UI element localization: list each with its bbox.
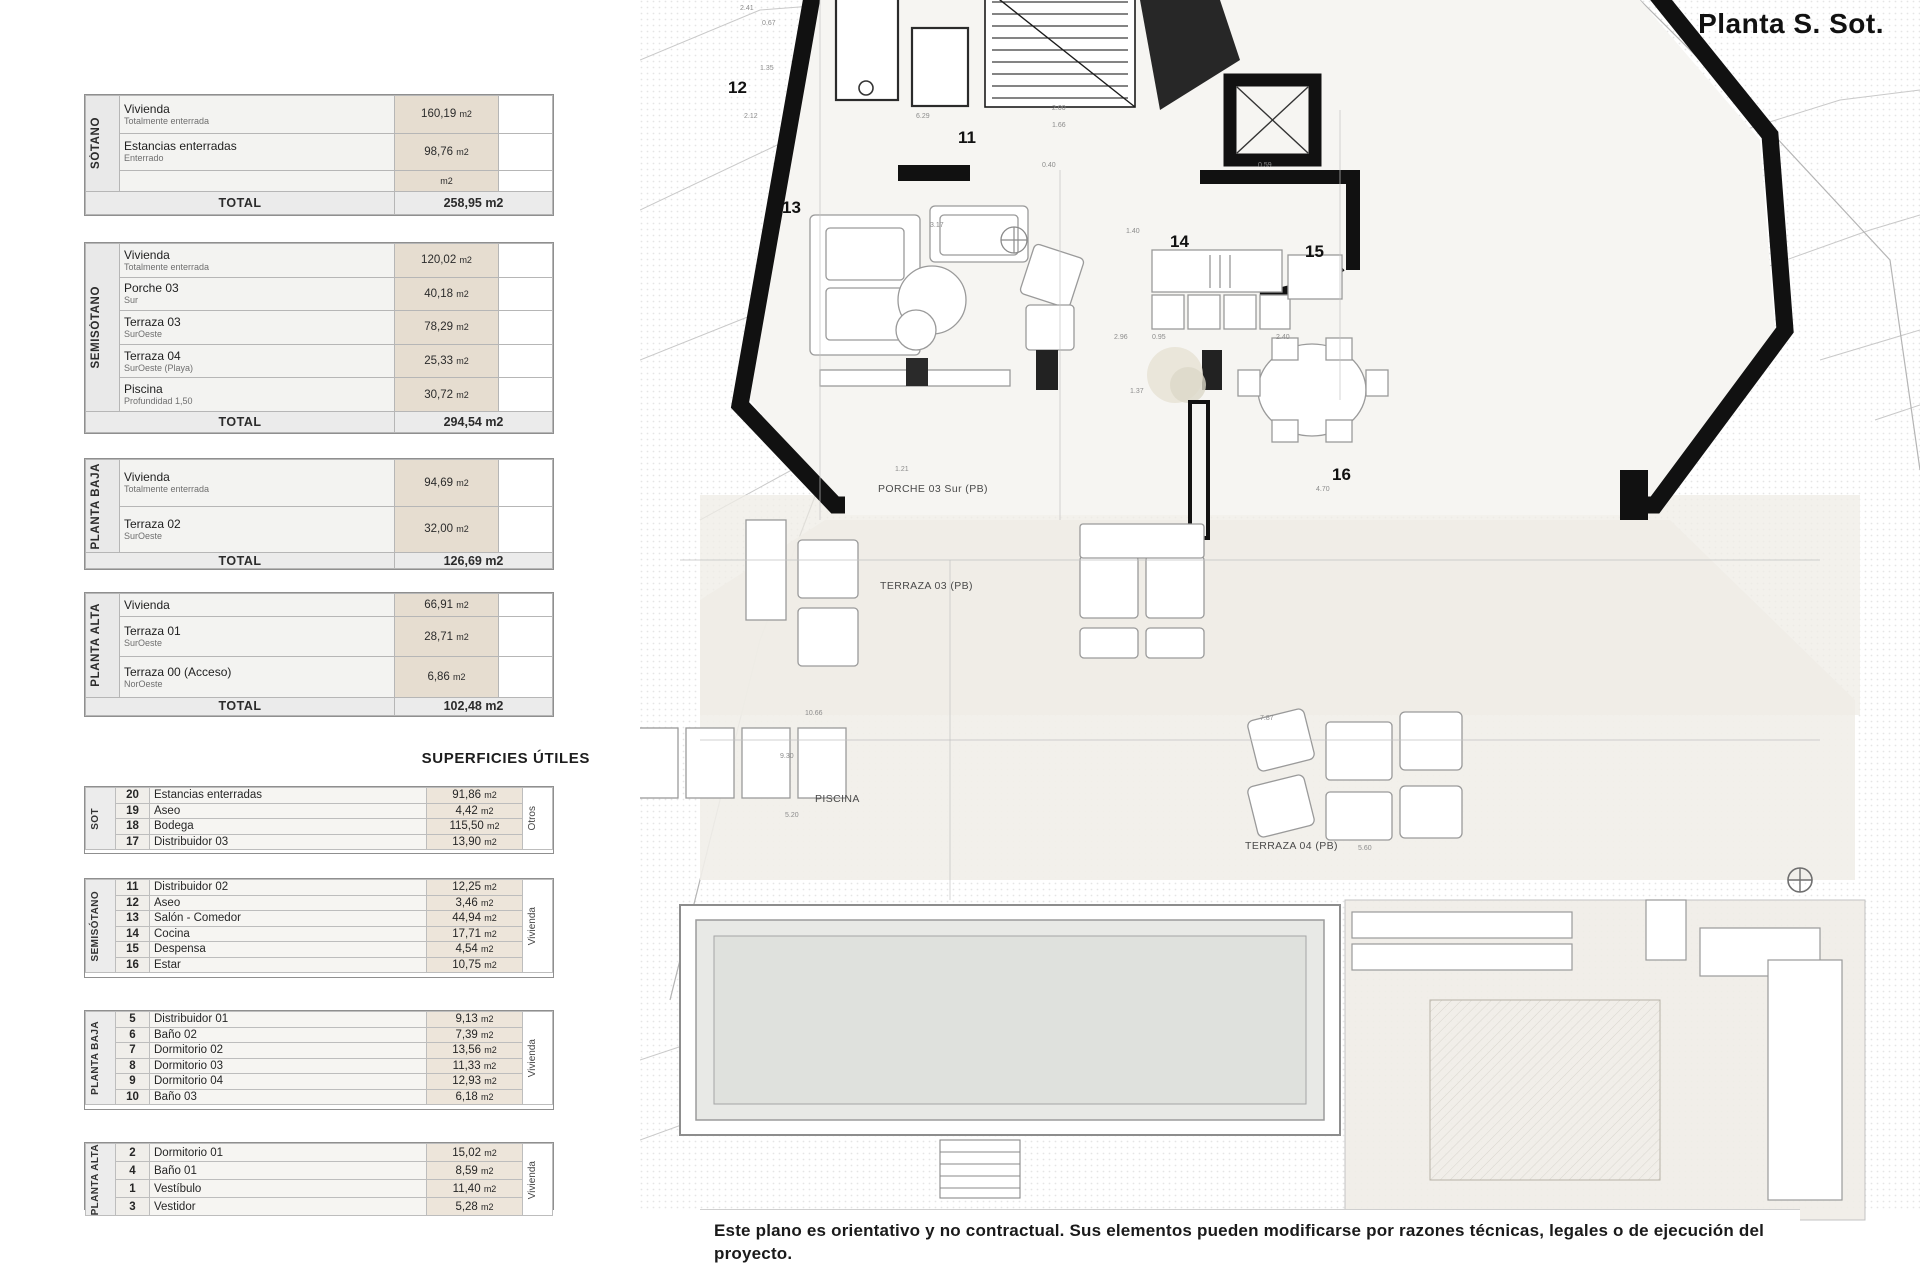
row-spacer bbox=[499, 96, 553, 134]
dimension-text: 1.21 bbox=[895, 466, 909, 473]
row-value: m2 bbox=[395, 171, 499, 191]
row-spacer bbox=[499, 506, 553, 553]
marker-16: 16 bbox=[1332, 465, 1351, 484]
room-number: 2 bbox=[116, 1144, 150, 1162]
row-label: Piscina Profundidad 1,50 bbox=[120, 378, 395, 412]
row-value: 6,86 m2 bbox=[395, 657, 499, 697]
table-side-label-planta-baja: Vivienda bbox=[523, 1012, 553, 1105]
row-value: 30,72 m2 bbox=[395, 378, 499, 412]
table-utiles-planta-alta bbox=[84, 1142, 554, 1216]
room-area: 91,86 m2 bbox=[427, 788, 523, 804]
room-name: Dormitorio 01 bbox=[150, 1144, 427, 1162]
room-area: 12,25 m2 bbox=[427, 880, 523, 896]
table-header-planta-baja-utiles: PLANTA BAJA bbox=[86, 1012, 116, 1105]
room-number: 11 bbox=[116, 880, 150, 896]
row-value: 40,18 m2 bbox=[395, 277, 499, 311]
row-label: Porche 03 Sur bbox=[120, 277, 395, 311]
room-area: 5,28 m2 bbox=[427, 1198, 523, 1216]
room-area: 6,18 m2 bbox=[427, 1089, 523, 1105]
dimension-text: 1.40 bbox=[1126, 228, 1140, 235]
row-label: Terraza 04 SurOeste (Playa) bbox=[120, 344, 395, 378]
room-number: 9 bbox=[116, 1074, 150, 1090]
marker-15: 15 bbox=[1305, 242, 1324, 261]
marker-11: 11 bbox=[958, 128, 976, 147]
floor-plan bbox=[640, 0, 1920, 1280]
room-area: 8,59 m2 bbox=[427, 1162, 523, 1180]
row-spacer bbox=[499, 460, 553, 507]
room-area: 115,50 m2 bbox=[427, 819, 523, 835]
dimension-text: 2.00 bbox=[1052, 105, 1066, 112]
row-spacer bbox=[499, 657, 553, 697]
total-value: 102,48 m2 bbox=[395, 697, 553, 715]
table-side-label-sot: Otros bbox=[523, 788, 553, 850]
dimension-text: 10.66 bbox=[805, 710, 823, 717]
dimension-text: 5.60 bbox=[1358, 845, 1372, 852]
room-name: Distribuidor 02 bbox=[150, 880, 427, 896]
room-number: 20 bbox=[116, 788, 150, 804]
room-name: Distribuidor 03 bbox=[150, 834, 427, 850]
room-number: 16 bbox=[116, 957, 150, 973]
room-number: 6 bbox=[116, 1027, 150, 1043]
row-value: 120,02 m2 bbox=[395, 244, 499, 278]
row-value: 28,71 m2 bbox=[395, 617, 499, 657]
room-number: 18 bbox=[116, 819, 150, 835]
row-value: 32,00 m2 bbox=[395, 506, 499, 553]
row-spacer bbox=[499, 344, 553, 378]
surfaces-panel bbox=[0, 0, 640, 1280]
total-value: 294,54 m2 bbox=[395, 411, 553, 432]
room-name: Vestidor bbox=[150, 1198, 427, 1216]
room-area: 13,90 m2 bbox=[427, 834, 523, 850]
table-total-row bbox=[86, 697, 553, 715]
row-label: Vivienda Totalmente enterrada bbox=[120, 96, 395, 134]
room-number: 19 bbox=[116, 803, 150, 819]
room-number: 3 bbox=[116, 1198, 150, 1216]
total-label: TOTAL bbox=[86, 697, 395, 715]
table-header-semisotano-utiles: SEMISÓTANO bbox=[86, 880, 116, 973]
dimension-text: 0.67 bbox=[762, 20, 776, 27]
dimension-text: 5.20 bbox=[785, 812, 799, 819]
room-number: 13 bbox=[116, 911, 150, 927]
dimension-text: 2.96 bbox=[1114, 334, 1128, 341]
row-spacer bbox=[499, 171, 553, 191]
dimension-text: 0.95 bbox=[1152, 334, 1166, 341]
dimension-text: 2.41 bbox=[740, 5, 754, 12]
room-label-terraza-03: TERRAZA 03 (PB) bbox=[880, 580, 973, 592]
room-area: 11,33 m2 bbox=[427, 1058, 523, 1074]
table-total-row bbox=[86, 411, 553, 432]
table-header-planta-alta: PLANTA ALTA bbox=[86, 594, 120, 698]
room-number: 7 bbox=[116, 1043, 150, 1059]
total-label: TOTAL bbox=[86, 411, 395, 432]
room-area: 10,75 m2 bbox=[427, 957, 523, 973]
room-name: Distribuidor 01 bbox=[150, 1012, 427, 1028]
row-spacer bbox=[499, 311, 553, 345]
room-number: 10 bbox=[116, 1089, 150, 1105]
row-value: 78,29 m2 bbox=[395, 311, 499, 345]
room-number: 1 bbox=[116, 1180, 150, 1198]
row-value: 98,76 m2 bbox=[395, 133, 499, 171]
room-area: 44,94 m2 bbox=[427, 911, 523, 927]
table-construidas-planta-baja bbox=[84, 458, 554, 570]
room-number: 4 bbox=[116, 1162, 150, 1180]
room-name: Cocina bbox=[150, 926, 427, 942]
total-label: TOTAL bbox=[86, 191, 395, 215]
table-utiles-semisotano bbox=[84, 878, 554, 978]
row-spacer bbox=[499, 617, 553, 657]
table-construidas-semisotano bbox=[84, 242, 554, 434]
room-area: 9,13 m2 bbox=[427, 1012, 523, 1028]
room-name: Aseo bbox=[150, 803, 427, 819]
row-label bbox=[120, 171, 395, 191]
row-value: 94,69 m2 bbox=[395, 460, 499, 507]
room-name: Estar bbox=[150, 957, 427, 973]
disclaimer-text: Este plano es orientativo y no contractual. Sus elementos pueden modificarse por razones técnicas, legales o de ejecución del proyecto. bbox=[700, 1209, 1800, 1280]
row-value: 66,91 m2 bbox=[395, 594, 499, 617]
room-number: 17 bbox=[116, 834, 150, 850]
dimension-text: 0.40 bbox=[1042, 162, 1056, 169]
room-area: 4,42 m2 bbox=[427, 803, 523, 819]
room-area: 4,54 m2 bbox=[427, 942, 523, 958]
dimension-text: 2.12 bbox=[744, 113, 758, 120]
room-name: Bodega bbox=[150, 819, 427, 835]
table-header-planta-baja: PLANTA BAJA bbox=[86, 460, 120, 553]
room-name: Dormitorio 03 bbox=[150, 1058, 427, 1074]
room-area: 3,46 m2 bbox=[427, 895, 523, 911]
row-label: Terraza 03 SurOeste bbox=[120, 311, 395, 345]
table-side-label-semisotano: Vivienda bbox=[523, 880, 553, 973]
room-area: 11,40 m2 bbox=[427, 1180, 523, 1198]
dimension-text: 6.29 bbox=[916, 113, 930, 120]
table-header-planta-alta-utiles: PLANTA ALTA bbox=[86, 1144, 116, 1216]
row-spacer bbox=[499, 378, 553, 412]
dimension-text: 7.87 bbox=[1260, 715, 1274, 722]
table-header-semisotano: SEMISÓTANO bbox=[86, 244, 120, 412]
room-name: Despensa bbox=[150, 942, 427, 958]
row-label: Terraza 02 SurOeste bbox=[120, 506, 395, 553]
room-number: 8 bbox=[116, 1058, 150, 1074]
total-value: 258,95 m2 bbox=[395, 191, 553, 215]
row-value: 25,33 m2 bbox=[395, 344, 499, 378]
table-utiles-planta-baja bbox=[84, 1010, 554, 1110]
table-construidas-planta-alta bbox=[84, 592, 554, 717]
floor-plan-drawing bbox=[640, 0, 1920, 1280]
table-utiles-sot bbox=[84, 786, 554, 854]
dimension-text: 4.70 bbox=[1316, 486, 1330, 493]
row-label: Terraza 01 SurOeste bbox=[120, 617, 395, 657]
row-label: Vivienda bbox=[120, 594, 395, 617]
room-name: Baño 03 bbox=[150, 1089, 427, 1105]
total-label: TOTAL bbox=[86, 553, 395, 569]
dimension-text: 0.59 bbox=[1258, 162, 1272, 169]
room-area: 13,56 m2 bbox=[427, 1043, 523, 1059]
room-name: Dormitorio 02 bbox=[150, 1043, 427, 1059]
room-label-terraza-04: TERRAZA 04 (PB) bbox=[1245, 840, 1338, 852]
dimension-text: 1.37 bbox=[1130, 388, 1144, 395]
table-construidas-sotano bbox=[84, 94, 554, 216]
dimension-text: 1.66 bbox=[1052, 122, 1066, 129]
room-name: Baño 01 bbox=[150, 1162, 427, 1180]
row-label: Terraza 00 (Acceso) NorOeste bbox=[120, 657, 395, 697]
room-area: 7,39 m2 bbox=[427, 1027, 523, 1043]
plan-title: Planta S. Sot. bbox=[1698, 8, 1884, 39]
dimension-text: 3.17 bbox=[930, 222, 944, 229]
room-area: 12,93 m2 bbox=[427, 1074, 523, 1090]
room-name: Vestíbulo bbox=[150, 1180, 427, 1198]
dimension-text: 1.35 bbox=[760, 65, 774, 72]
table-header-sot: SOT bbox=[86, 788, 116, 850]
utiles-section-title: SUPERFICIES ÚTILES bbox=[421, 750, 590, 767]
total-value: 126,69 m2 bbox=[395, 553, 553, 569]
dimension-text: 2.40 bbox=[1276, 334, 1290, 341]
table-total-row bbox=[86, 553, 553, 569]
table-header-sotano: SÓTANO bbox=[86, 96, 120, 192]
row-spacer bbox=[499, 594, 553, 617]
row-value: 160,19 m2 bbox=[395, 96, 499, 134]
room-number: 12 bbox=[116, 895, 150, 911]
row-spacer bbox=[499, 244, 553, 278]
room-name: Aseo bbox=[150, 895, 427, 911]
room-label-piscina: PISCINA bbox=[815, 793, 860, 805]
room-area: 17,71 m2 bbox=[427, 926, 523, 942]
marker-13: 13 bbox=[782, 198, 801, 217]
table-total-row bbox=[86, 191, 553, 215]
marker-12: 12 bbox=[728, 78, 747, 97]
marker-14: 14 bbox=[1170, 232, 1189, 251]
row-label: Vivienda Totalmente enterrada bbox=[120, 460, 395, 507]
row-spacer bbox=[499, 277, 553, 311]
room-number: 5 bbox=[116, 1012, 150, 1028]
room-name: Dormitorio 04 bbox=[150, 1074, 427, 1090]
room-area: 15,02 m2 bbox=[427, 1144, 523, 1162]
room-name: Baño 02 bbox=[150, 1027, 427, 1043]
row-label: Estancias enterradas Enterrado bbox=[120, 133, 395, 171]
room-label-porche-03: PORCHE 03 Sur (PB) bbox=[878, 483, 988, 495]
room-name: Salón - Comedor bbox=[150, 911, 427, 927]
room-number: 14 bbox=[116, 926, 150, 942]
table-side-label-planta-alta: Vivienda bbox=[523, 1144, 553, 1216]
room-name: Estancias enterradas bbox=[150, 788, 427, 804]
dimension-text: 9.30 bbox=[780, 753, 794, 760]
row-spacer bbox=[499, 133, 553, 171]
row-label: Vivienda Totalmente enterrada bbox=[120, 244, 395, 278]
room-number: 15 bbox=[116, 942, 150, 958]
